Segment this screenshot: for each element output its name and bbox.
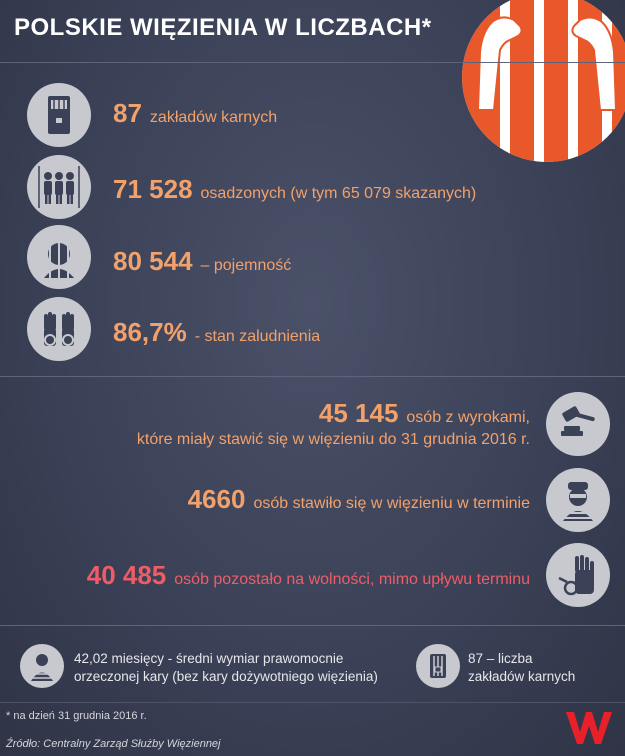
stat-prisons [113, 98, 277, 129]
footer-prisons-info [468, 650, 575, 686]
prisoner-face-icon [546, 468, 610, 532]
stat-label: zakładów karnych [149, 109, 278, 126]
prison-door-icon [27, 83, 91, 147]
stat-value: 45 145 [318, 398, 399, 428]
stat-label: - stan zaludnienia [194, 328, 321, 345]
source-note: Źródło: Centralny Zarząd Służby Więziennej [6, 738, 221, 750]
stat-label: – pojemność [200, 257, 292, 274]
footer-sentence-info [74, 650, 404, 686]
title-divider [0, 62, 625, 63]
stat-label: osób z wyrokami, [406, 409, 530, 426]
stat-occupancy [113, 317, 320, 348]
stat-reported [188, 484, 530, 515]
prisoner-stripes-icon [20, 644, 64, 688]
free-hand-icon [546, 543, 610, 607]
footer-right-line-2: zakładów karnych [468, 669, 576, 684]
prisoners-icon [27, 155, 91, 219]
handcuffed-hands-icon [27, 297, 91, 361]
stat-label: osadzonych (w tym 65 079 skazanych) [200, 185, 477, 202]
stat-label: osób stawiło się w więzieniu w terminie [253, 495, 530, 512]
footer-divider [0, 625, 625, 626]
wp-logo [562, 708, 618, 748]
stat-sentenced [10, 398, 530, 449]
stat-value: 4660 [187, 484, 246, 514]
gavel-icon [546, 392, 610, 456]
page-title: POLSKIE WIĘZIENIA W LICZBACH* [14, 14, 432, 41]
prisoner-behind-bars-icon [27, 225, 91, 289]
prison-bars-badge [462, 0, 625, 162]
stat-value: 86,7% [113, 317, 187, 347]
wp-logo-icon [562, 708, 618, 748]
footer-right-line-1: 87 – liczba [468, 651, 533, 666]
stat-inmates [113, 174, 476, 205]
stat-value: 80 544 [113, 246, 193, 276]
stat-label-2: które miały stawić się w więzieniu do 31 grudnia 2016 r. [136, 431, 530, 448]
footnote: * na dzień 31 grudnia 2016 r. [6, 710, 147, 722]
footer-left-line-1: 42,02 miesięcy - średni wymiar prawomocnie [74, 651, 344, 666]
hands-on-bars-icon [462, 0, 625, 162]
prison-door-small-icon [416, 644, 460, 688]
footer-left-line-2: orzeczonej kary (bez kary dożywotniego więzienia) [74, 669, 378, 684]
stat-value: 40 485 [86, 560, 167, 590]
stat-capacity [113, 246, 291, 277]
footnote-divider [0, 702, 625, 703]
stat-label: osób pozostało na wolności, mimo upływu terminu [174, 571, 530, 588]
stat-value: 71 528 [113, 174, 193, 204]
section-divider [0, 376, 625, 377]
stat-at-large [87, 560, 530, 591]
stat-value: 87 [113, 98, 142, 128]
